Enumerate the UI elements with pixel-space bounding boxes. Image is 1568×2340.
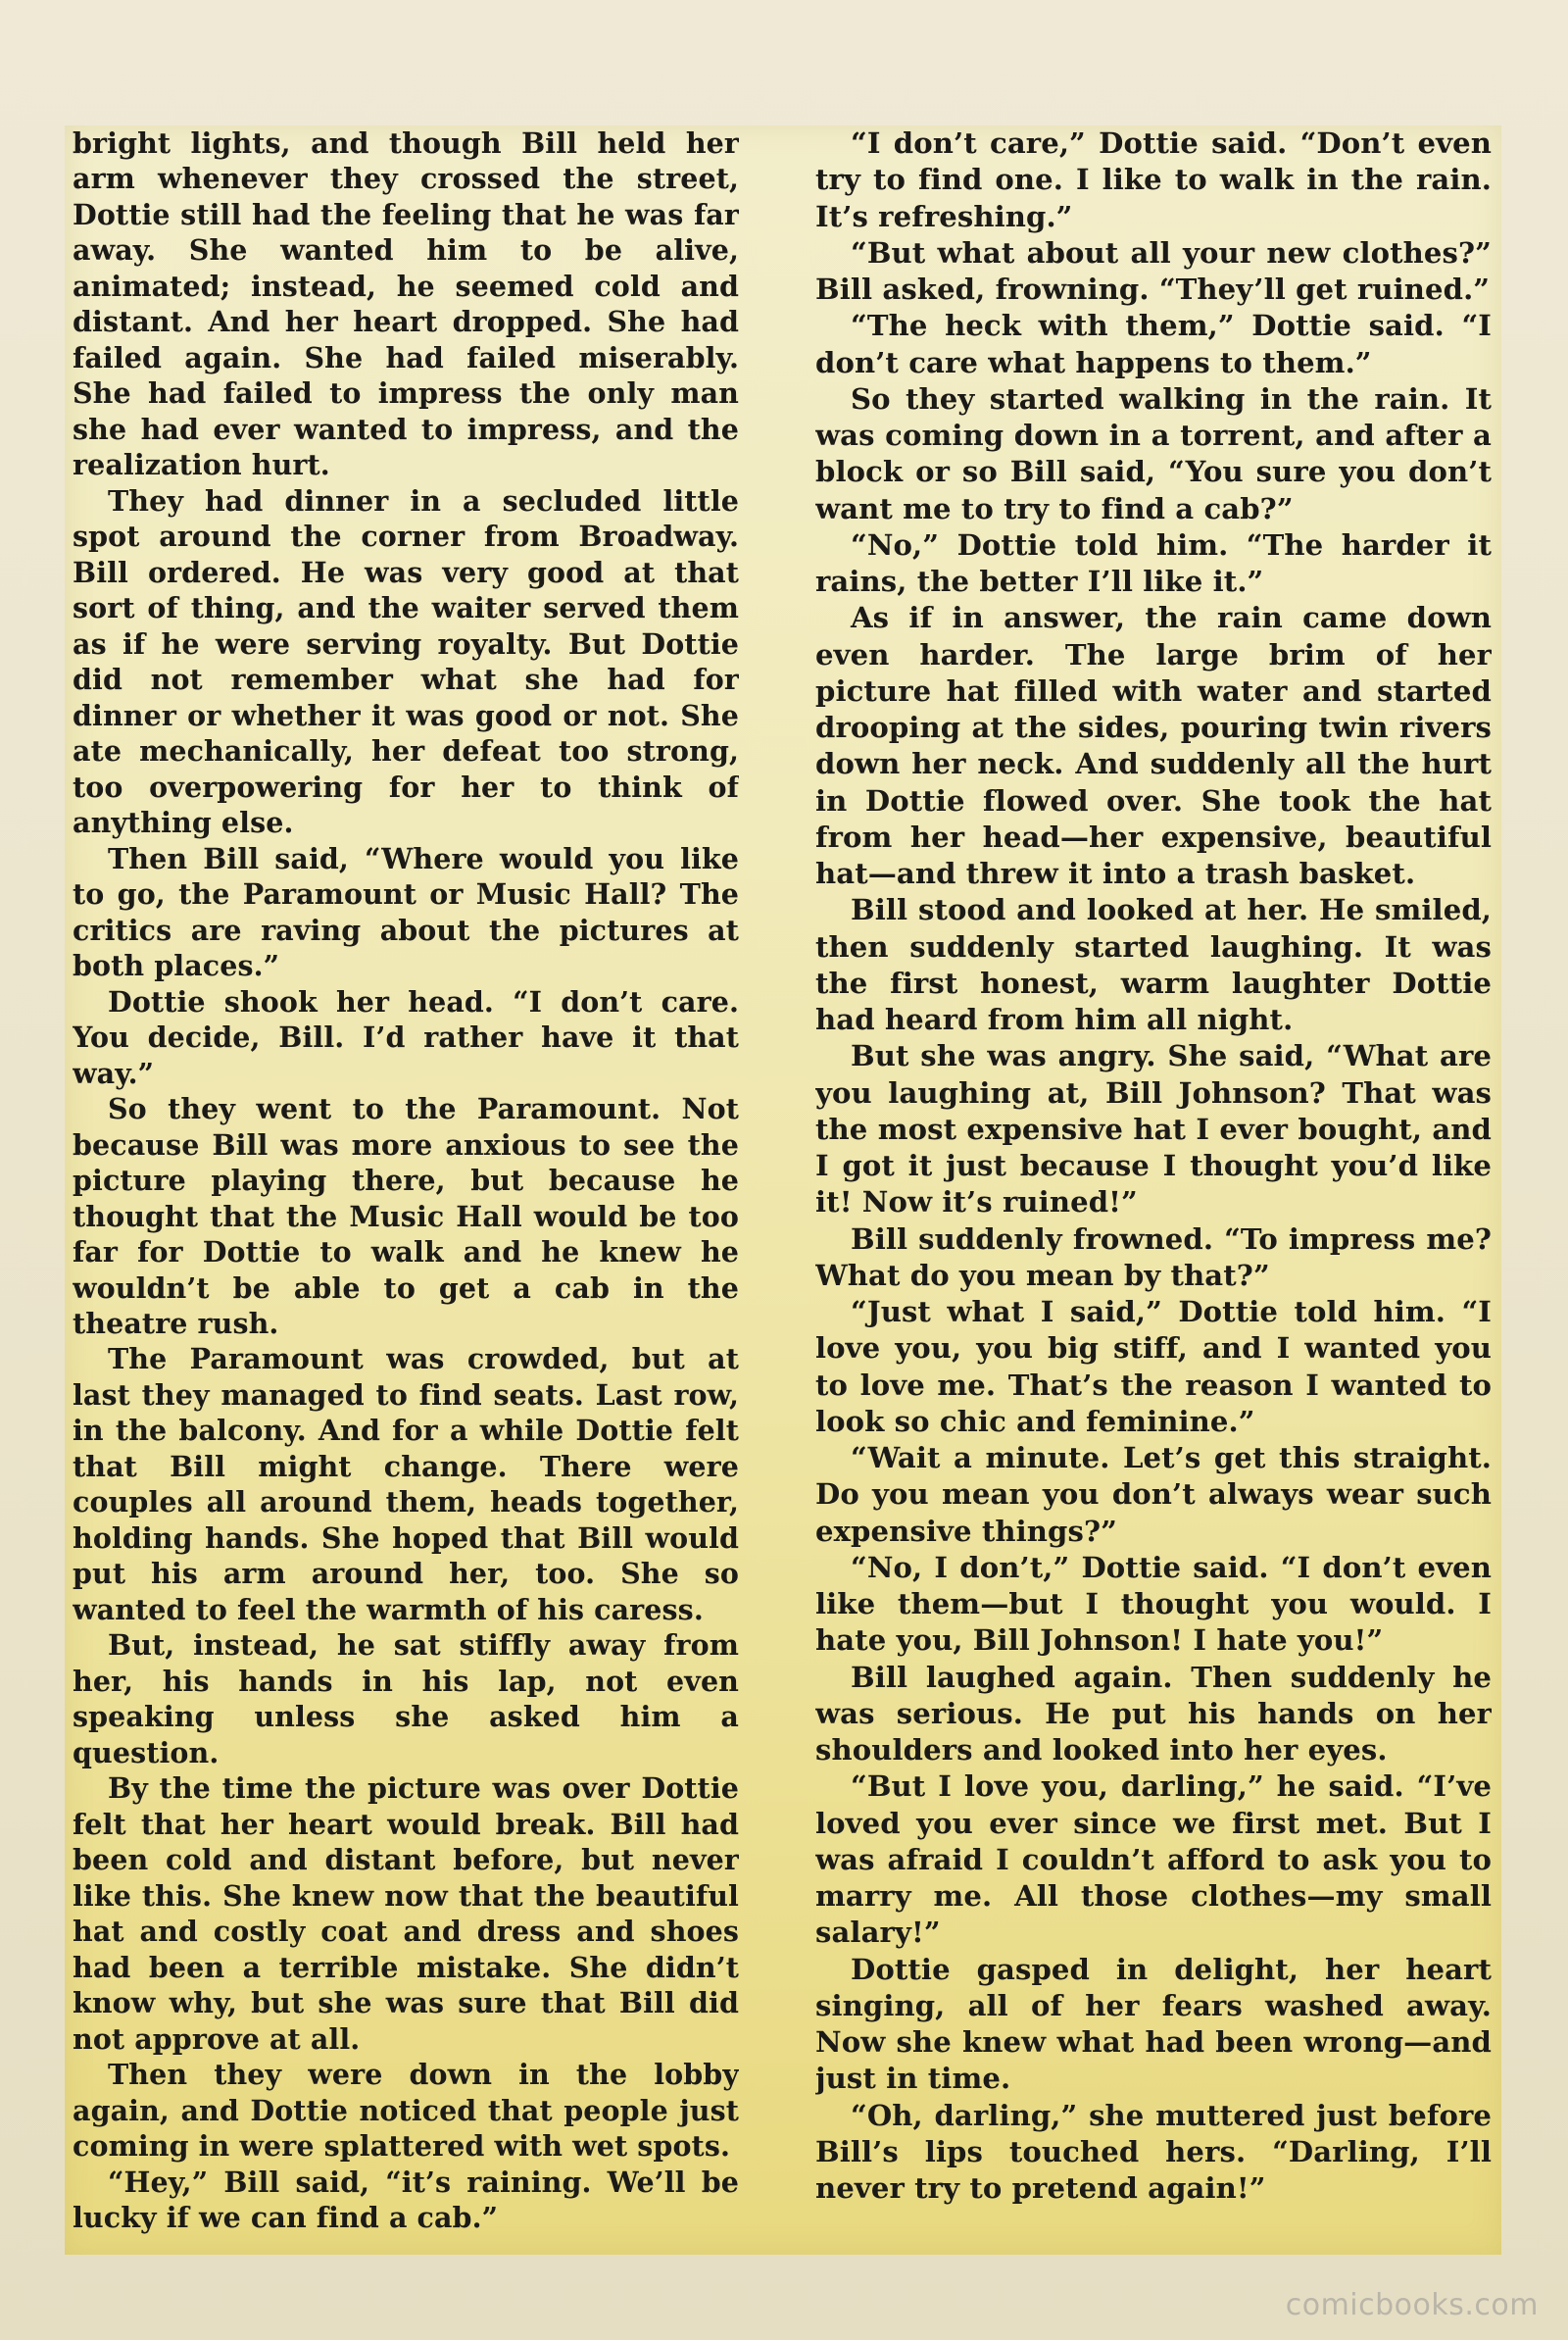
story-paragraph: “But I love you, darling,” he said. “I’ve loved you ever since we first met. But I was afraid I couldn’t afford to ask you to marry me. All those clothes—my small salary!” (815, 1769, 1492, 1950)
story-paragraph: “No,” Dottie told him. “The harder it rains, the better I’ll like it.” (815, 527, 1492, 598)
story-paragraph: But she was angry. She said, “What are you laughing at, Bill Johnson? That was the most expensive hat I ever bought, and I got it just because I thought you’d like it! Now it’s ruined!” (815, 1039, 1492, 1220)
story-paragraph: bright lights, and though Bill held her arm whenever they crossed the street, Dottie still had the feeling that he was far away. She wanted him to be alive, animated; instead, he seemed cold and distant. And her heart dropped. She had failed again. She had failed miserably. She had failed to impress the only man she had ever wanted to impress, and the realization hurt. (73, 126, 739, 482)
left-column (73, 125, 739, 2255)
watermark: comicbooks.com (1285, 2288, 1539, 2322)
story-paragraph: But, instead, he sat stiffly away from her, his hands in his lap, not even speaking unless she asked him a question. (73, 1628, 739, 1769)
story-paragraph: “Just what I said,” Dottie told him. “I love you, you big stiff, and I wanted you to love me. That’s the reason I wanted to look so chic and feminine.” (815, 1295, 1492, 1438)
text-panel (65, 125, 1501, 2255)
story-paragraph: “No, I don’t,” Dottie said. “I don’t even like them—but I thought you would. I hate you, Bill Johnson! I hate you!” (815, 1550, 1492, 1658)
story-paragraph: Bill stood and looked at her. He smiled, then suddenly started laughing. It was the first honest, warm laughter Dottie had heard from him all night. (815, 893, 1492, 1036)
story-paragraph: Then they were down in the lobby again, and Dottie noticed that people just coming in were splattered with wet spots. (73, 2058, 739, 2164)
story-paragraph: So they started walking in the rain. It was coming down in a torrent, and after a block or so Bill said, “You sure you don’t want me to try to find a cab?” (815, 381, 1492, 525)
story-paragraph: “I don’t care,” Dottie said. “Don’t even try to find one. I like to walk in the rain. It’s refreshing.” (815, 126, 1492, 233)
story-paragraph: “Hey,” Bill said, “it’s raining. We’ll be lucky if we can find a cab.” (73, 2165, 739, 2235)
story-paragraph: Then Bill said, “Where would you like to go, the Paramount or Music Hall? The critics are raving about the pictures at both places.” (73, 841, 739, 983)
story-paragraph: The Paramount was crowded, but at last they managed to find seats. Last row, in the balcony. And for a while Dottie felt that Bill might change. There were couples all around them, heads together, holding hands. She hoped that Bill would put his arm around her, too. She so wanted to feel the warmth of his caress. (73, 1342, 739, 1626)
story-paragraph: “Oh, darling,” she muttered just before Bill’s lips touched hers. “Darling, I’ll never try to pretend again!” (815, 2098, 1492, 2205)
story-paragraph: “The heck with them,” Dottie said. “I don’t care what happens to them.” (815, 309, 1492, 379)
story-paragraph: Dottie shook her head. “I don’t care. You decide, Bill. I’d rather have it that way.” (73, 984, 739, 1090)
story-paragraph: As if in answer, the rain came down even harder. The large brim of her picture hat filled with water and started drooping at the sides, pouring twin rivers down her neck. And suddenly all the hurt in Dottie flowed over. She took the hat from her head—her expensive, beautiful hat—and threw it into a trash basket. (815, 601, 1492, 890)
story-paragraph: Bill suddenly frowned. “To impress me? What do you mean by that?” (815, 1221, 1492, 1292)
story-paragraph: They had dinner in a secluded little spot around the corner from Broadway. Bill ordered. He was very good at that sort of thing, and the waiter served them as if he were serving royalty. But Dottie did not remember what she had for dinner or whether it was good or not. She ate mechanically, her defeat too strong, too overpowering for her to think of anything else. (73, 483, 739, 840)
story-paragraph: So they went to the Paramount. Not because Bill was more anxious to see the picture playing there, but because he thought that the Music Hall would be too far for Dottie to walk and he knew he wouldn’t be able to get a cab in the theatre rush. (73, 1092, 739, 1340)
story-paragraph: “But what about all your new clothes?” Bill asked, frowning. “They’ll get ruined.” (815, 235, 1492, 306)
story-paragraph: Dottie gasped in delight, her heart singing, all of her fears washed away. Now she knew what had been wrong—and just in time. (815, 1952, 1492, 2096)
story-paragraph: Bill laughed again. Then suddenly he was serious. He put his hands on her shoulders and looked into her eyes. (815, 1660, 1492, 1767)
story-paragraph: By the time the picture was over Dottie felt that her heart would break. Bill had been cold and distant before, but never like this. She knew now that the beautiful hat and costly coat and dress and shoes had been a terrible mistake. She didn’t know why, but she was sure that Bill did not approve at all. (73, 1771, 739, 2056)
story-paragraph: “Wait a minute. Let’s get this straight. Do you mean you don’t always wear such expensive things?” (815, 1441, 1492, 1548)
right-column (815, 125, 1492, 2255)
